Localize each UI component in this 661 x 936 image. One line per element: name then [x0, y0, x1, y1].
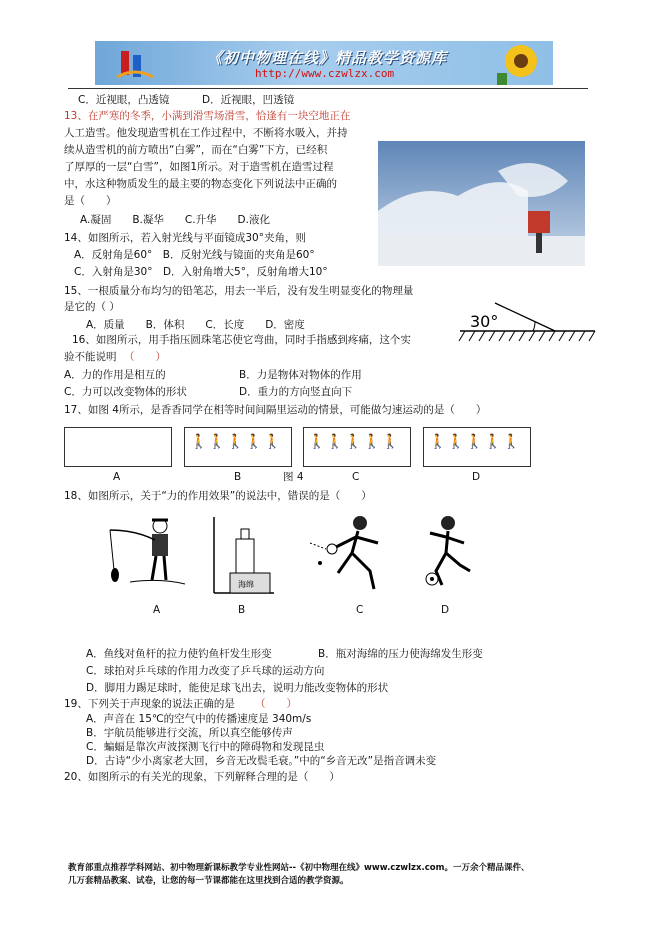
angle-label: 30° [470, 312, 499, 331]
q18-pingpong-figure [308, 513, 398, 593]
q15-options: A．质量 B．体积 C．长度 D．密度 [86, 319, 305, 331]
header-banner [95, 41, 553, 85]
q14-stem: 14、如图所示，若入射光线与平面镜成30°夹角，则 [64, 232, 306, 244]
header-rule [68, 88, 588, 89]
q13-line-5: 中，水这种物质发生的最主要的物态变化下列说法中正确的 [64, 178, 337, 190]
q19-option-b: B．宇航员能够进行交流，所以真空能够传声 [86, 727, 293, 739]
q18-fig-label-b: B [238, 604, 246, 616]
q17-box-a [64, 427, 172, 467]
q16-stem-2: 验不能说明 [64, 351, 117, 363]
q17-label-a: A [113, 471, 121, 483]
q18-option-c: C．球拍对乒乓球的作用力改变了乒乓球的运动方向 [86, 665, 325, 677]
q15-stem: 15、一根质量分布均匀的铅笔芯，用去一半后，没有发生明显变化的物理量 [64, 285, 414, 297]
sponge-label: 海绵 [238, 580, 254, 589]
q13-options: A.凝固 B.凝华 C.升华 D.液化 [80, 214, 270, 226]
q17-label-b: B [234, 471, 242, 483]
snow-machine-photo [378, 141, 585, 266]
q19-option-c: C．蝙蝠是靠次声波探测飞行中的障碍物和发现昆虫 [86, 741, 325, 753]
q13-line-4: 了厚厚的一层“白雪”，如图1所示。对于造雪机在造雪过程 [64, 161, 334, 173]
q12-option-c: C．近视眼，凸透镜 [78, 94, 170, 106]
q18-stem: 18、如图所示，关于“力的作用效果”的说法中，错误的是（ ） [64, 490, 372, 502]
q17-walkers-c: 🚶🚶🚶🚶🚶 [308, 434, 401, 450]
q18-fig-label-d: D [441, 604, 450, 616]
footer [68, 862, 529, 888]
sunflower-icon [487, 41, 553, 85]
q18-option-d: D．脚用力踢足球时，能使足球飞出去，说明力能改变物体的形状 [86, 682, 389, 694]
q16-option-c: C．力可以改变物体的形状 [64, 386, 187, 398]
q16-stem: 16、如图所示，用手指压圆珠笔芯使它弯曲，同时手指感到疼痛，这个实 [72, 334, 411, 346]
q17-label-d: D [472, 471, 481, 483]
q20-stem: 20、如图所示的有关光的现象，下列解释合理的是（ ） [64, 771, 340, 783]
q18-football-figure [412, 513, 482, 593]
q18-fishing-figure [100, 510, 190, 600]
q19-paren: （ ） [255, 698, 297, 710]
mirror-figure [455, 297, 600, 345]
q18-option-a: A．鱼线对鱼杆的拉力使钓鱼杆发生形变 [86, 648, 272, 660]
q19-stem: 19、下列关于声现象的说法正确的是 [64, 698, 235, 710]
q16-option-a: A．力的作用是相互的 [64, 369, 166, 381]
header-title: 《初中物理在线》精品教学资源库 [207, 49, 448, 67]
q16-paren: （ ） [124, 351, 166, 363]
q13-line-6: 是（ ） [64, 195, 117, 207]
q14-options-ab: A．反射角是60° B．反射光线与镜面的夹角是60° [74, 249, 315, 261]
footer-line-2: 几万套精品教案、试卷，让您的每一节课都能在这里找到合适的教学资源。 [68, 876, 349, 886]
footer-line-1: 教育部重点推荐学科网站、初中物理新课标教学专业性网站--《初中物理在线》www.czwlzx.com。一万余个精品课件、 [68, 863, 530, 873]
q18-option-b: B．瓶对海绵的压力使海绵发生形变 [318, 648, 483, 660]
q17-walkers-b: 🚶🚶🚶🚶🚶 [190, 434, 283, 450]
q13-line-1: 13、在严寒的冬季，小满到滑雪场滑雪，恰逢有一块空地正在 [64, 110, 351, 122]
q19-option-d: D．古诗“少小离家老大回，乡音无改鬓毛衰。”中的“乡音无改”是指音调未变 [86, 755, 437, 767]
q13-line-3: 续从造雪机的前方喷出“白雾”，而在“白雾”下方，已经积 [64, 144, 328, 156]
q12-option-d: D．近视眼，凹透镜 [202, 94, 295, 106]
q17-stem: 17、如图 4所示，是香香同学在相等时间间隔里运动的情景，可能做匀速运动的是（ ） [64, 404, 487, 416]
q16-option-d: D．重力的方向竖直向下 [239, 386, 353, 398]
q19-option-a: A．声音在 15℃的空气中的传播速度是 340m/s [86, 713, 312, 725]
q17-walkers-d: 🚶🚶🚶🚶🚶 [429, 434, 522, 450]
q14-options-cd: C．入射角是30° D．入射角增大5°，反射角增大10° [74, 266, 328, 278]
q13-line-2: 人工造雪。他发现造雪机在工作过程中，不断将水吸入，并持 [64, 127, 348, 139]
logo-icon [115, 45, 155, 81]
header-url[interactable]: http://www.czwlzx.com [255, 67, 395, 80]
q18-fig-label-c: C [356, 604, 364, 616]
q18-bottle-sponge-figure [208, 515, 278, 595]
q17-fig-label: 图 4 [283, 471, 304, 483]
q15-stem-2: 是它的（ ） [64, 301, 120, 313]
q17-label-c: C [352, 471, 360, 483]
q16-option-b: B．力是物体对物体的作用 [239, 369, 362, 381]
q18-fig-label-a: A [153, 604, 161, 616]
